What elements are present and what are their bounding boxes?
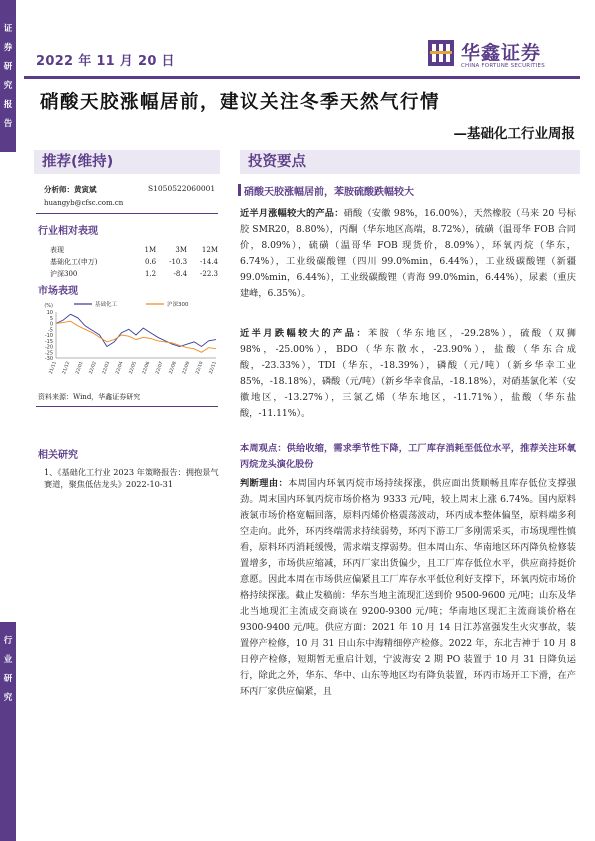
invest-highlights-label: 投资要点 (248, 154, 306, 170)
side-char: 研 (3, 674, 13, 684)
relative-performance-heading: 行业相对表现 (38, 226, 98, 237)
table-header-cell: 表现 (50, 246, 64, 254)
side-char: 究 (3, 81, 13, 91)
y-tick-label: 0 (49, 321, 53, 328)
side-char: 研 (3, 62, 13, 72)
related-research-item[interactable]: 1、《基础化工行业 2023 年策略报告：拥抱景气赛道，聚焦低估龙头》2022-10-31 (44, 467, 219, 490)
y-tick-label: (%) (44, 303, 53, 309)
table-cell: 沪深300 (50, 270, 78, 278)
legend-label: 沪深300 (167, 302, 189, 308)
side-band-report (0, 0, 16, 152)
rating-label: 推荐(维持) (42, 154, 114, 170)
series-line-1 (56, 321, 216, 352)
reason-text: 本周国内环氧丙烷市场持续探涨，供应面出货顺畅且库存低位支撑强劲。周末国内环氧丙烷市场价格为 9333 元/吨，较上周末上涨 6.74%。国内原料液氯市场价格宽幅回落，原料丙烯价格震荡波动，环丙成本整体偏坚，原料端多利空走向。此外，环丙终端需求持续弱势，环丙下游工厂多刚需采买，市场现理性慎看，原料环丙消耗缓慢，需求端支撑弱势。但本周山东、华南地区环丙降负检修装置增多，市场供应缩减，环丙厂家出货偏少，且工厂库存低位水平，供应商持挺价意愿。因此本周在市场供应偏紧且工厂库存水平低位利好支撑下，环氧丙烷市场价格持续探涨。截止发稿前：华东当地主流现汇送到价 9500-9600 元/吨；山东及华北当地现汇主流成交商谈在 9200-9300 元/吨；华南地区现汇主流商谈价格在 9300-9400 元/吨。供应方面：2021 年 10 月 14 日江苏富强发生火灾事故，装置停产检修，10 月 31 日山东中海精细停产检修。2022 年，东北吉神于 10 月 8 日停产检修，短期暂无重启计划，宁波海安 2 期 PO 装置于 10 月 31 日降负运行，除此之外，华东、华中、山东等地区均有降负装置，环丙市场开工下滑，在产环丙厂家供应偏紧，且 (240, 478, 577, 697)
market-performance-heading: 市场表现 (38, 286, 78, 297)
key-point-body-2 (240, 476, 576, 700)
table-cell: 基础化工(申万) (50, 258, 98, 266)
analyst-line (44, 184, 216, 195)
x-tick-label: 22/05 (128, 360, 138, 375)
side-char: 告 (3, 119, 13, 129)
logo-mark-icon (428, 40, 454, 66)
x-tick-label: 22/02 (88, 360, 98, 375)
falling-label: 近半月跌幅较大的产品： (240, 328, 368, 339)
chart-source: 资料来源：Wind，华鑫证券研究 (38, 393, 141, 401)
invest-highlights-banner (240, 150, 580, 174)
y-tick-label: -25 (44, 350, 53, 357)
x-tick-label: 22/07 (155, 360, 165, 375)
x-tick-label: 22/03 (102, 360, 112, 375)
table-header-cell: 3M (175, 246, 188, 254)
x-tick-label: 22/11 (208, 360, 218, 375)
key-point-body-1b (240, 326, 576, 422)
weekly-view-heading: 本周观点：供给收缩，需求季节性下降，工厂库存消耗至低位水平，推荐关注环氧丙烷龙头演化股份 (240, 443, 576, 470)
table-cell: -8.4 (173, 270, 188, 278)
y-tick-label: -30 (44, 356, 53, 362)
company-logo (428, 38, 578, 76)
key-point-body-1a (240, 206, 576, 302)
x-tick-label: 21/12 (62, 360, 72, 375)
table-row (44, 256, 218, 268)
x-tick-label: 22/04 (115, 360, 125, 375)
side-char: 业 (3, 655, 13, 665)
side-char: 究 (3, 693, 13, 703)
y-tick-label: -20 (44, 344, 53, 351)
divider (36, 213, 218, 214)
table-header-row (44, 244, 218, 256)
y-tick-label: -15 (44, 338, 53, 345)
side-char: 券 (3, 43, 13, 53)
series-line-0 (56, 314, 216, 346)
key-point-heading-2 (240, 441, 576, 473)
logo-text-en: CHINA FORTUNE SECURITIES (461, 63, 545, 69)
analyst-name: 分析师：黄寅斌 (44, 185, 97, 194)
table-header-cell: 1M (144, 246, 157, 254)
table-cell: -22.3 (200, 270, 218, 278)
market-chart (36, 298, 222, 388)
side-char: 证 (3, 24, 13, 34)
table-cell: -10.3 (169, 258, 188, 266)
x-tick-label: 22/09 (182, 360, 192, 375)
table-header-cell: 12M (201, 246, 218, 254)
y-tick-label: -10 (44, 333, 53, 339)
table-cell: 1.2 (144, 270, 157, 278)
rating-banner (34, 150, 220, 174)
side-band-industry (0, 622, 16, 841)
rising-text: 硝酸（安徽 98%，16.00%），天然橡胶（马来 20 号标胶 SMR20，8.80%），丙酮（华东地区高端，8.72%），硫磺（温哥华 FOB 合同价，8.09%），硫磺（温哥华 FOB 现货价，8.09%），环氧丙烷（华东，6.74%），工业级碳酸锂（四川 99.0%min，6.44%），工业级碳酸锂（新疆 99.0%min，6.44%），工业级碳酸锂（青海 99.0%min，6.44%），尿素（重庆建峰，6.35%）。 (240, 208, 576, 299)
table-cell: -14.4 (200, 258, 218, 266)
analyst-cert: S1050522060001 (148, 184, 216, 193)
header-rule (24, 76, 580, 79)
y-tick-label: -5 (48, 327, 53, 334)
table-cell: 0.6 (144, 258, 157, 266)
logo-text-cn: 华鑫证券 (461, 42, 542, 64)
table-row (44, 268, 218, 280)
y-tick-label: 10 (46, 310, 53, 316)
market-chart-svg (36, 298, 222, 388)
falling-text: 苯胺（华东地区，-29.28%），硫酸（双狮 98%，-25.00%），BDO（华东散水，-23.90%），盐酸（华东合成酸，-23.33%），TDI（华东，-18.39%），磷酸（元/吨）（新乡华幸工业 85%，-18.18%），磷酸（元/吨）（新乡华幸食品，-18.18%），对硝基氯化苯（安徽地区，-13.27%），三氯乙烯（华东地区，-11.71%），盐酸（华东盐酸，-11.11%）。 (240, 328, 576, 419)
performance-table (44, 244, 218, 280)
related-research-heading: 相关研究 (38, 450, 78, 461)
reason-label: 判断理由： (240, 478, 289, 489)
report-subtitle: —基础化工行业周报 (453, 126, 575, 142)
x-tick-label: 22/10 (195, 360, 205, 375)
x-tick-label: 22/06 (142, 360, 152, 375)
key-point-heading-1: 硝酸天胶涨幅居前，苯胺硫酸跌幅较大 (244, 183, 414, 198)
side-char: 行 (3, 636, 13, 646)
y-tick-label: 5 (49, 315, 53, 322)
analyst-email[interactable]: huangyb@cfsc.com.cn (44, 199, 124, 207)
report-title: 硝酸天胶涨幅居前，建议关注冬季天然气行情 (40, 92, 441, 113)
x-tick-label: 22/01 (75, 360, 85, 375)
rising-label: 近半月涨幅较大的产品： (240, 208, 344, 219)
legend-label: 基础化工 (95, 302, 118, 308)
divider (36, 406, 218, 407)
x-tick-label: 21/11 (48, 360, 58, 375)
side-char: 报 (3, 100, 13, 110)
report-date: 2022 年 11 月 20 日 (36, 54, 175, 69)
x-tick-label: 22/08 (168, 360, 178, 375)
